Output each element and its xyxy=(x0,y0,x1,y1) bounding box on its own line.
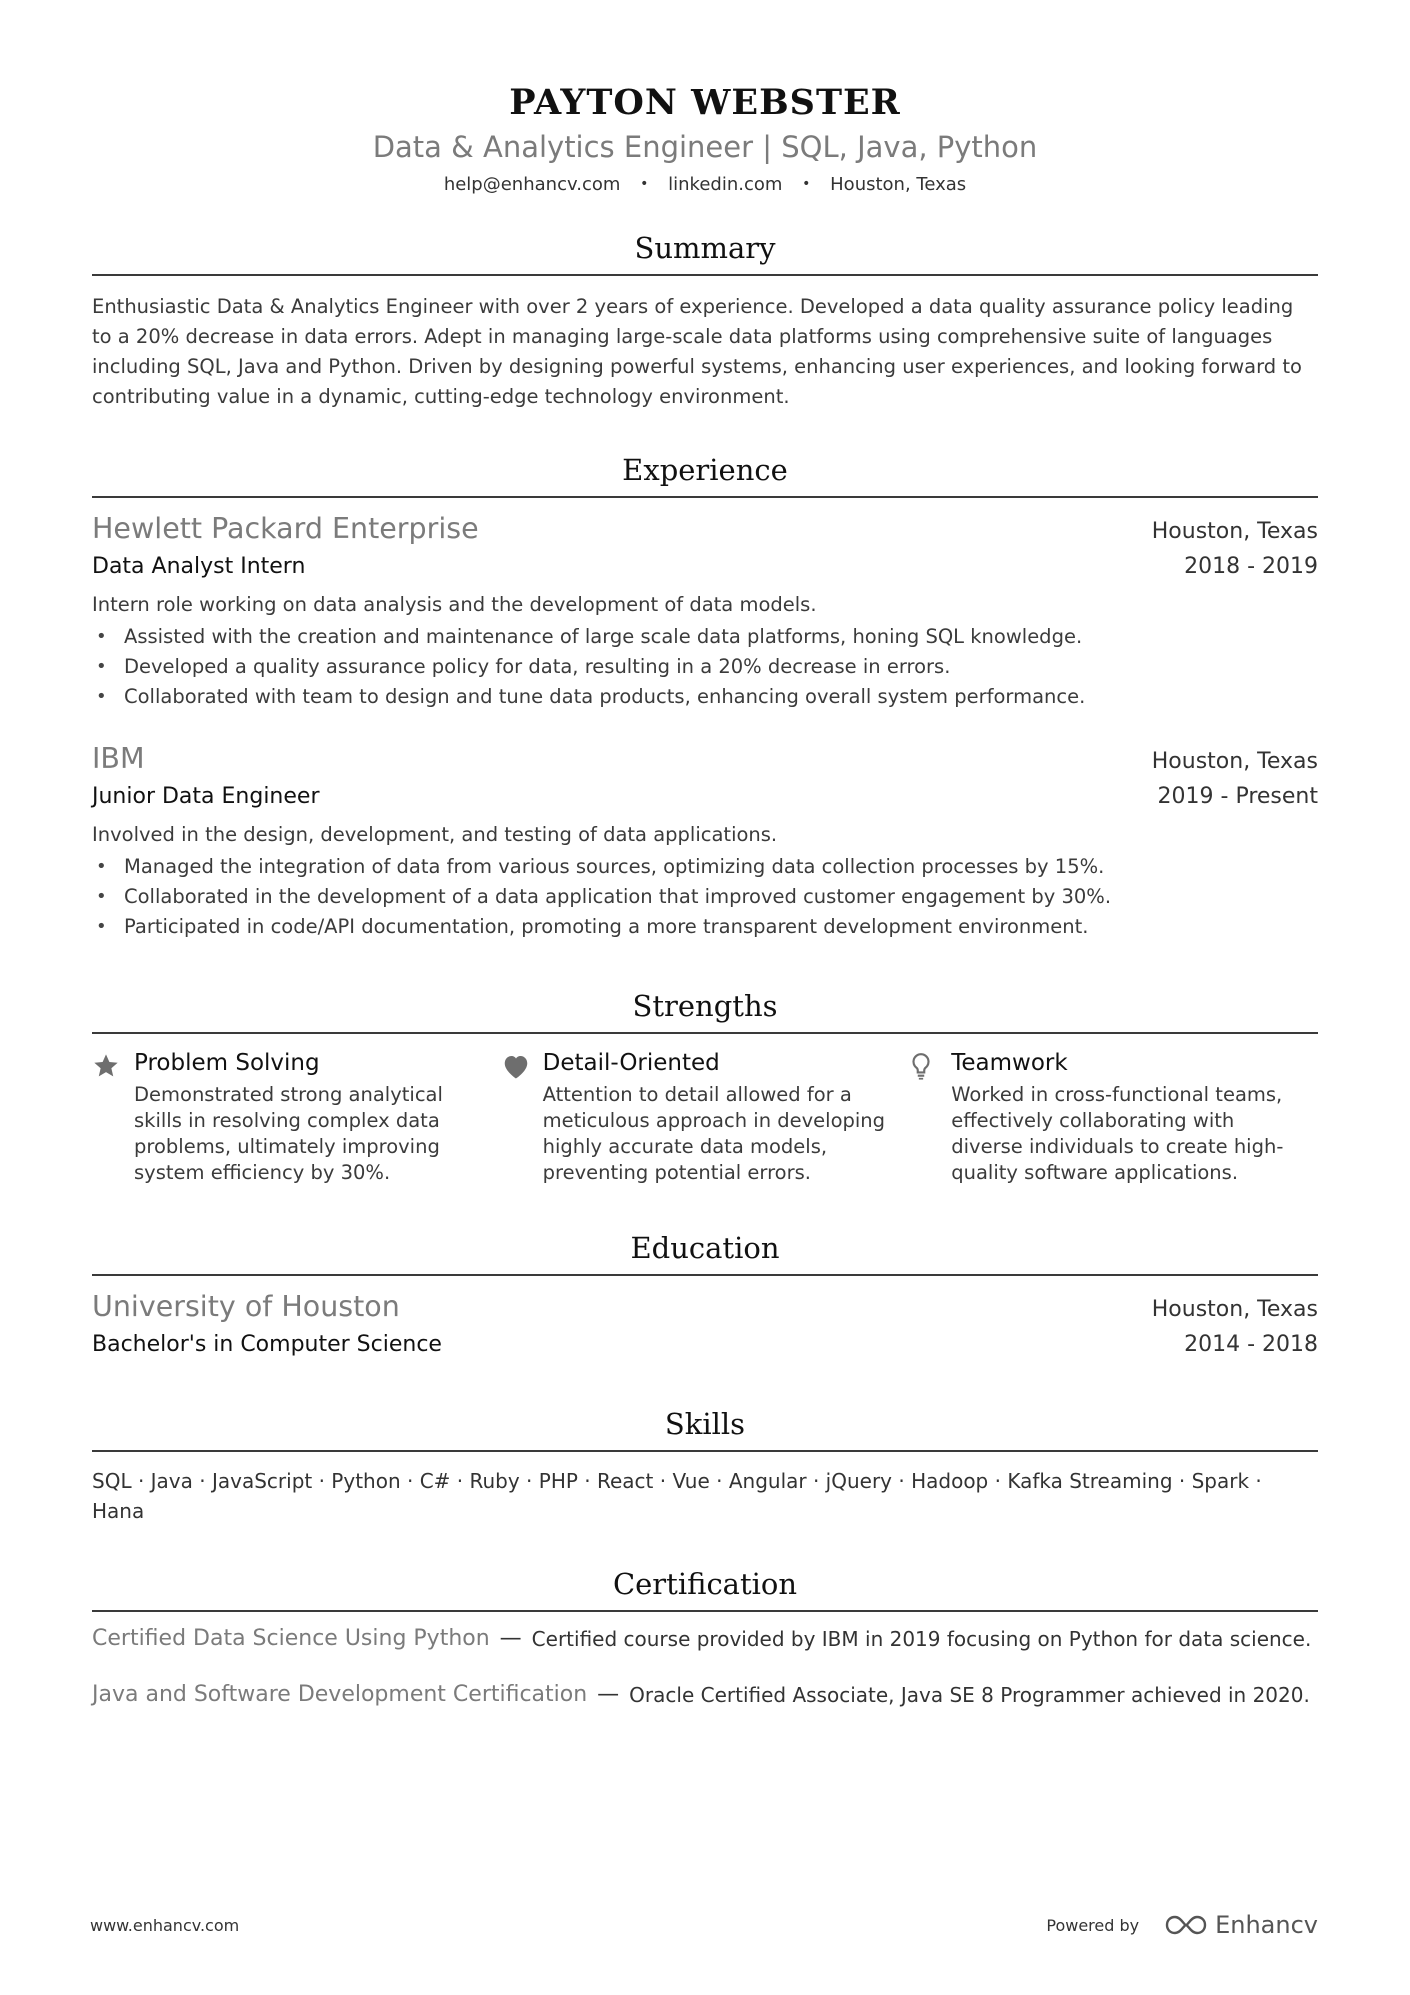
company-name: IBM xyxy=(92,742,145,775)
certification-item xyxy=(92,1682,1318,1708)
job-bullets xyxy=(92,852,1318,942)
contact-separator: • xyxy=(640,176,649,192)
entry-role-row xyxy=(92,548,1318,586)
contact-separator: • xyxy=(802,176,811,192)
page-footer xyxy=(90,1910,1318,1940)
strength-title: Detail-Oriented xyxy=(542,1050,720,1076)
education-section xyxy=(92,1228,1318,1364)
candidate-headline: Data & Analytics Engineer | SQL, Java, Python xyxy=(372,130,1038,164)
certification-text: Oracle Certified Associate, Java SE 8 Programmer achieved in 2020. xyxy=(629,1683,1310,1707)
star-icon xyxy=(92,1048,134,1186)
candidate-name: PAYTON WEBSTER xyxy=(509,82,901,123)
entry-role-row xyxy=(92,778,1318,816)
heart-icon xyxy=(501,1048,543,1186)
certification-name: Certified Data Science Using Python xyxy=(92,1626,490,1651)
strength-text: Worked in cross-functional teams, effectively collaborating with diverse individuals to create high-quality software applications. xyxy=(951,1083,1284,1184)
company-name: Hewlett Packard Enterprise xyxy=(92,512,479,545)
strength-item xyxy=(909,1048,1318,1186)
education-entry xyxy=(92,1288,1318,1364)
certification-dash: — xyxy=(597,1682,620,1707)
strength-body xyxy=(543,1048,894,1186)
contact-email[interactable]: help@enhancv.com xyxy=(443,174,621,195)
job-location: Houston, Texas xyxy=(1151,749,1318,774)
experience-entry xyxy=(92,510,1318,712)
school-location: Houston, Texas xyxy=(1151,1297,1318,1322)
job-bullet: • Participated in code/API documentation, promoting a more transparent development environment. xyxy=(92,912,1318,942)
strength-title: Teamwork xyxy=(951,1050,1068,1076)
strength-body xyxy=(134,1048,485,1186)
summary-section xyxy=(92,228,1318,412)
section-title-education: Education xyxy=(92,1228,1318,1276)
section-title-certification: Certification xyxy=(92,1564,1318,1612)
entry-header-row xyxy=(92,1288,1318,1326)
education-dates: 2014 - 2018 xyxy=(1184,1332,1318,1357)
certification-dash: — xyxy=(499,1626,522,1651)
strength-text: Attention to detail allowed for a meticulous approach in developing highly accurate data models, preventing potential errors. xyxy=(542,1083,886,1184)
entry-header-row xyxy=(92,740,1318,778)
lightbulb-icon xyxy=(909,1048,951,1186)
job-bullet: • Assisted with the creation and maintenance of large scale data platforms, honing SQL knowledge. xyxy=(92,622,1318,652)
certification-section xyxy=(92,1564,1318,1708)
contact-location: Houston, Texas xyxy=(830,174,967,195)
skills-section xyxy=(92,1404,1318,1526)
strength-text: Demonstrated strong analytical skills in resolving complex data problems, ultimately improving system efficiency by 30%. xyxy=(134,1083,443,1184)
strength-title: Problem Solving xyxy=(134,1050,320,1076)
infinity-logo-icon xyxy=(1163,1913,1209,1937)
strengths-grid xyxy=(92,1048,1318,1186)
strength-item xyxy=(92,1048,501,1186)
powered-by-label: Powered by xyxy=(1046,1915,1140,1935)
job-bullet: • Developed a quality assurance policy for data, resulting in a 20% decrease in errors. xyxy=(92,652,1318,682)
degree: Bachelor's in Computer Science xyxy=(92,1332,442,1357)
job-dates: 2019 - Present xyxy=(1157,784,1318,809)
skills-list: SQL · Java · JavaScript · Python · C# · Ruby · PHP · React · Vue · Angular · jQuery · Hadoop · Kafka Streaming · Spark · Hana xyxy=(92,1469,1262,1523)
job-dates: 2018 - 2019 xyxy=(1184,554,1318,579)
job-description: Involved in the design, development, and testing of data applications. xyxy=(92,823,778,846)
certification-name: Java and Software Development Certification xyxy=(92,1682,588,1707)
experience-section xyxy=(92,450,1318,942)
job-bullets xyxy=(92,622,1318,712)
experience-entry xyxy=(92,740,1318,942)
resume-header xyxy=(92,80,1318,198)
certification-text: Certified course provided by IBM in 2019 focusing on Python for data science. xyxy=(531,1627,1312,1651)
resume-content xyxy=(92,80,1318,1708)
section-title-skills: Skills xyxy=(92,1404,1318,1452)
job-bullet: • Collaborated with team to design and tune data products, enhancing overall system performance. xyxy=(92,682,1318,712)
powered-by xyxy=(1046,1911,1318,1939)
footer-url[interactable]: www.enhancv.com xyxy=(90,1915,240,1935)
job-role: Data Analyst Intern xyxy=(92,554,306,579)
brand-logo[interactable] xyxy=(1163,1911,1318,1939)
strengths-section xyxy=(92,986,1318,1186)
section-title-strengths: Strengths xyxy=(92,986,1318,1034)
school-name: University of Houston xyxy=(92,1290,400,1323)
section-title-summary: Summary xyxy=(92,228,1318,276)
job-location: Houston, Texas xyxy=(1151,519,1318,544)
job-description: Intern role working on data analysis and the development of data models. xyxy=(92,593,817,616)
job-bullet: • Collaborated in the development of a data application that improved customer engagement by 30%. xyxy=(92,882,1318,912)
section-title-experience: Experience xyxy=(92,450,1318,498)
entry-degree-row xyxy=(92,1326,1318,1364)
certification-item xyxy=(92,1626,1318,1652)
contact-line xyxy=(92,171,1318,198)
job-bullet: • Managed the integration of data from various sources, optimizing data collection processes by 15%. xyxy=(92,852,1318,882)
summary-text: Enthusiastic Data & Analytics Engineer with over 2 years of experience. Developed a data quality assurance policy leading to a 20% decrease in data errors. Adept in managing large-scale data platforms using comprehensive suite of languages including SQL, Java and Python. Driven by designing powerful systems, enhancing user experiences, and looking forward to contributing value in a dynamic, cutting-edge technology environment. xyxy=(92,295,1302,408)
entry-header-row xyxy=(92,510,1318,548)
strength-body xyxy=(951,1048,1302,1186)
job-role: Junior Data Engineer xyxy=(92,784,320,809)
strength-item xyxy=(501,1048,910,1186)
brand-name: Enhancv xyxy=(1215,1911,1318,1939)
contact-linkedin[interactable]: linkedin.com xyxy=(668,174,783,195)
